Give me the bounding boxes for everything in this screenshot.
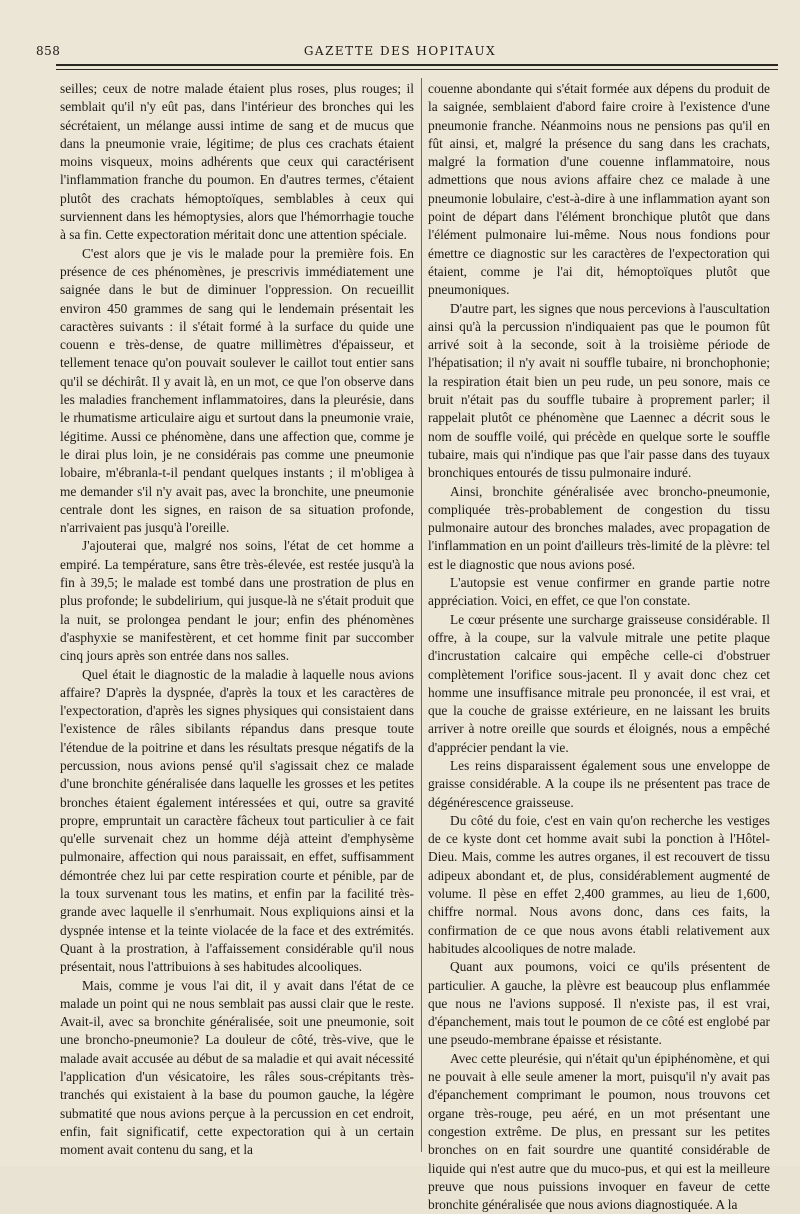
- page-number: 858: [36, 44, 61, 58]
- paragraph: Les reins disparaissent également sous une enveloppe de graisse considérable. A la coupe ils ne présentent pas trace de dégénérescence graisseuse.: [428, 757, 770, 810]
- left-column: [60, 80, 414, 1158]
- paragraph: seilles; ceux de notre malade étaient plus roses, plus rouges; il semblait qu'il n'y eût pas, dans l'intérieur des bronches qui les sécrétaient, un mélange aussi intime de sang et de mucus que dans la pneumonie vraie, légitime; de plus ces crachats étaient moins visqueux, moins adhérents que ceux qui caractérisent l'inflammation franche du poumon. En d'autres termes, c'étaient plutôt des crachats hémoptoïques, semblables à ceux qui surviennent dans les hémoptysies, alors que l'hémorrhagie touche à sa fin. Cette expectoration méritait donc une attention spéciale.: [60, 81, 414, 243]
- paragraph: couenne abondante qui s'était formée aux dépens du produit de la saignée, semblaient d'abord faire croire à l'existence d'une pneumonie franche. Néanmoins nous ne pensions pas qu'il en fût ainsi, et, malgré la présence du sang dans les crachats, malgré la formation d'une couenne inflammatoire, nous admettions que nous avions affaire chez ce malade à une pneumonie lobulaire, c'est-à-dire à une inflammation ayant son point de départ dans l'élément bronchique plutôt que dans l'élément pulmonaire lui-même. Nous nous fondions pour émettre ce diagnostic sur les caractères de l'expectoration qui étaient, comme je l'ai dit, hémoptoïques plutôt que pneumoniques.: [428, 81, 770, 298]
- journal-title: GAZETTE DES HOPITAUX: [303, 44, 497, 58]
- header-rule: [56, 64, 778, 66]
- paragraph: Quel était le diagnostic de la maladie à laquelle nous avions affaire? D'après la dyspnée, d'après la toux et les caractères de l'expectoration, d'après les signes physiques qui consistaient dans l'existence de râles sibilants répandus dans presque toute l'étendue de la poitrine et dans les résultats presque négatifs de la percussion, nous avions pensé qu'il s'agissait chez ce malade d'une bronchite généralisée dans laquelle les grosses et les petites bronches étaient également intéressées et qui, outre sa gravité propre, empruntait un caractère fâcheux tout particulier à ce fait qu'elle survenait chez un homme déjà atteint d'emphysème pulmonaire, affection qui nous paraissait, en effet, suffisamment démontrée chez lui par cette respiration courte et pénible, par de la toux survenant tous les matins, et enfin par la facilité très-grande avec laquelle il s'enrhumait. Nous expliquions ainsi et la dyspnée intense et la teinte violacée de la face et des extrémités. Quant à la prostration, à l'affaissement considérable qu'il nous présentait, nous l'attribuions à ses habitudes alcooliques.: [60, 666, 414, 975]
- paragraph: Ainsi, bronchite généralisée avec broncho-pneumonie, compliquée très-probablement de congestion du tissu pulmonaire autour des bronches malades, avec propagation de l'inflammation en un point d'ailleurs très-limité de la plèvre: tel est le diagnostic que nous avions posé.: [428, 483, 770, 572]
- paragraph: C'est alors que je vis le malade pour la première fois. En présence de ces phénomènes, je prescrivis immédiatement une saignée dans le but de diminuer l'oppression. On recueillit environ 450 grammes de sang qui le lendemain présentait les caractères suivants : il s'était formé à la surface du quide une couenn e très-dense, de quatre millimètres d'épaisseur, et tellement tenace qu'on pouvait soulever le caillot tout entier sans qu'il se déchirât. Il y avait là, en un mot, ce que l'on observe dans les maladies franchement inflammatoires, dans la pleurésie, dans le rhumatisme articulaire aigu et surtout dans la pneumonie vraie, légitime. Aussi ce phénomène, dans une affection que, comme je le dirai plus loin, je ne considérais pas comme une pneumonie lobaire, m'ébranla-t-il pendant quelques instants ; il m'obligea à me demander s'il n'y avait pas, avec la bronchite, une pneumonie centrale dont les signes, en raison de sa situation profonde, n'arrivaient pas jusqu'à l'oreille.: [60, 245, 414, 536]
- paragraph: Le cœur présente une surcharge graisseuse considérable. Il offre, à la coupe, sur la valvule mitrale une petite plaque d'incrustation calcaire qui empêche celle-ci d'obstruer complètement l'orifice sous-jacent. Il y avait donc chez cet homme une insuffisance mitrale peu prononcée, il est vrai, et que la couche de graisse extérieure, en ne laissant les bruits arriver à notre oreille que sourds et éloignés, nous a empêché d'apprécier pendant la vie.: [428, 611, 770, 755]
- header-rule-thin: [56, 69, 778, 70]
- paragraph: J'ajouterai que, malgré nos soins, l'état de cet homme a empiré. La température, sans être très-élevée, est restée jusqu'à la fin à 39,5; le malade est tombé dans une prostration de plus en plus profonde; le subdelirium, qui jusque-là ne s'était produit que la nuit, se prolongea pendant le jour; enfin des phénomènes d'asphyxie se manifestèrent, et cet homme finit par succomber cinq jours après son entrée dans nos salles.: [60, 538, 414, 664]
- paragraph: D'autre part, les signes que nous percevions à l'auscultation ainsi qu'à la percussion n'indiquaient pas que le poumon fût arrivé soit à la seconde, soit à la troisième période de l'hépatisation; il n'y avait ni souffle tubaire, ni bronchophonie; la respiration était bien un peu rude, un peu sonore, mais ce bruit n'était pas du souffle tubaire à proprement parler; il rappelait plutôt ce phénomène que Laennec a décrit sous le nom de souffle voilé, qui précède en quelque sorte le souffle tubaire, mais qui n'indique pas que l'air passe dans des tuyaux bronchiques entourés de tissu pulmonaire induré.: [428, 300, 770, 481]
- paragraph: Mais, comme je vous l'ai dit, il y avait dans l'état de ce malade un point qui ne nous semblait pas aussi clair que le reste. Avait-il, avec sa bronchite généralisée, soit une pneumonie, soit une broncho-pneumonie? La douleur de côté, très-vive, que le malade avait accusée au début de sa maladie et qui avait nécessité l'application d'un vésicatoire, les râles sous-crépitants très-tranchés qui existaient à la base du poumon gauche, la légère submatité que nous avions perçue à la percussion en cet endroit, enfin, fait significatif, cette expectoration qui à un certain moment avait contenu du sang, et la: [60, 977, 414, 1158]
- paragraph: Quant aux poumons, voici ce qu'ils présentent de particulier. A gauche, la plèvre est beaucoup plus enflammée que nous ne l'avions supposé. Il n'existe pas, il est vrai, d'épanchement, mais tout le poumon de ce côté est englobé par une pseudo-membrane épaisse et résistante.: [428, 959, 770, 1048]
- column-divider: [421, 78, 422, 1152]
- right-column: [428, 80, 770, 1213]
- paragraph: Du côté du foie, c'est en vain qu'on recherche les vestiges de ce kyste dont cet homme avait subi la ponction à l'Hôtel-Dieu. Mais, comme les autres organes, il est recouvert de tissu adipeux abondant et, de plus, considérablement augmenté de volume. Il pèse en effet 2,400 grammes, au lieu de 1,600, chiffre normal. Nous avons donc, dans ces faits, la confirmation de ce que nous avons établi relativement aux habitudes alcooliques de notre malade.: [428, 812, 770, 956]
- paragraph: Avec cette pleurésie, qui n'était qu'un épiphénomène, et qui ne pouvait à elle seule amener la mort, puisqu'il n'y avait pas d'épanchement comprimant le poumon, nous trouvons cet organe très-rouge, peu aéré, en un mot présentant une congestion extrême. De plus, en pressant sur les petites bronches on en fait sourdre une quantité considérable de liquide qui n'est autre que du muco-pus, et qui est la meilleure preuve que nous puissions invoquer en faveur de cette bronchite généralisée que nous avions diagnostiquée. A la: [428, 1050, 770, 1213]
- paragraph: L'autopsie est venue confirmer en grande partie notre appréciation. Voici, en effet, ce que l'on constate.: [428, 575, 770, 609]
